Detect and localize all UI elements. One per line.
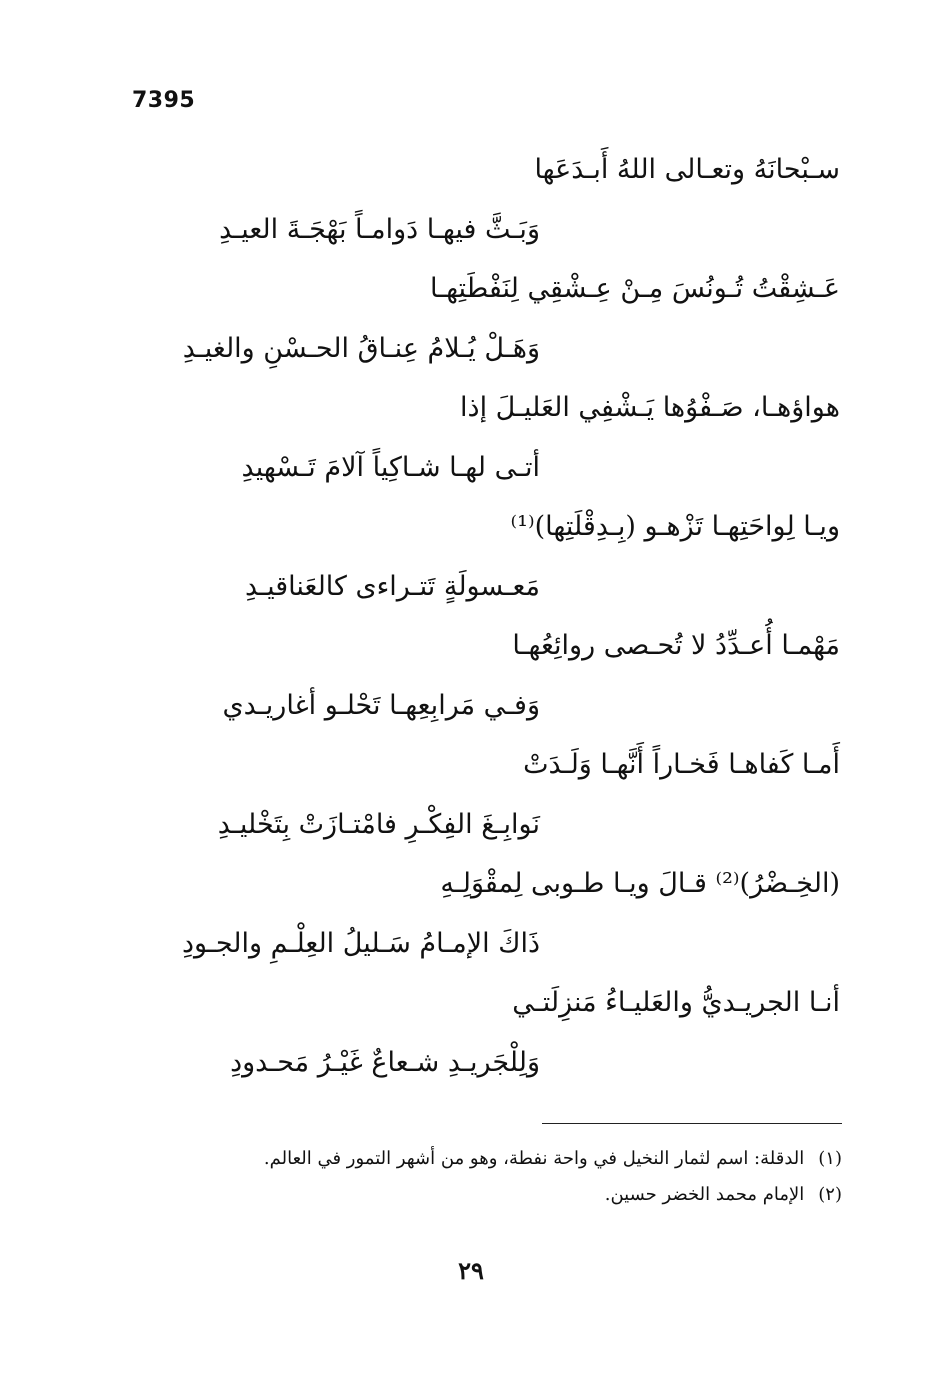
footnote-2 — [150, 1178, 842, 1214]
verse-1-first-hemistich: سـبْحانَهُ وتعـالى اللهُ أَبـدَعَها — [534, 154, 840, 185]
verse-3-first-hemistich: هواؤهـا، صَـفْوُها يَـشْفِي العَليـلَ إذا — [460, 392, 840, 423]
footnote-divider — [542, 1123, 842, 1124]
footnotes — [150, 1142, 842, 1214]
verse-2-first-hemistich: عَـشِقْتُ تُـونُسَ مِـنْ عِـشْقِي لِنَفْطَتِهـا — [429, 273, 840, 304]
verse-5-first-hemistich: مَهْمـا أُعـدِّدُ لا تُحـصى روائِعُهـا — [512, 630, 840, 661]
verse-7-first-hemistich: (الخِـضْرُ)⁽²⁾ قـالَ ويـا طـوبى لِمقْوَلِـهِ — [440, 868, 840, 899]
verse-3-second-hemistich: أتـى لهـا شـاكِياً آلامَ تَـسْهيدِ — [241, 451, 540, 483]
footnote-1-text: الدقلة: اسم لثمار النخيل في واحة نفطة، وهو من أشهر التمور في العالم. — [263, 1148, 805, 1169]
verse-6-first-hemistich: أَمـا كَفاهـا فَخـاراً أَنَّهـا وَلَـدَتْ — [523, 749, 840, 780]
footnote-2-text: الإمام محمد الخضر حسين. — [604, 1184, 805, 1205]
poem-body — [130, 140, 842, 1092]
verse-7-second-hemistich: ذَاكَ الإمـامُ سَـليلُ العِلْـمِ والجـودِ — [181, 927, 540, 959]
footnote-2-mark: (٢) — [818, 1184, 842, 1205]
verse-8-second-hemistich: وَلِلْجَريـدِ شـعاعٌ غَيْـرُ مَحـدودِ — [230, 1046, 540, 1078]
page-number: ٢٩ — [458, 1256, 484, 1285]
verse-1-second-hemistich: وَبَـثَّ فيهـا دَوامـاً بَهْجَـةَ العيـدِ — [219, 213, 540, 245]
verse-4-second-hemistich: مَعـسولَةٍ تَتـراءى كالعَناقيـدِ — [245, 570, 540, 602]
document-reference-number: 7395 — [132, 88, 196, 113]
footnote-1 — [150, 1142, 842, 1178]
verse-4-first-hemistich: ويـا لِواحَتِهـا تَزْهـو (بِـدِقْلَتِها)⁽¹⁾ — [510, 511, 840, 542]
verse-6-second-hemistich: نَوابِـغَ الفِكْـرِ فامْتـازَتْ بِتَخْليـدِ — [217, 808, 540, 840]
verse-2-second-hemistich: وَهَـلْ يُـلامُ عِنـاقُ الحـسْنِ والغيـدِ — [182, 332, 540, 364]
verse-8-first-hemistich: أنـا الجريـديُّ والعَليـاءُ مَنزِلَتـي — [512, 987, 840, 1018]
footnote-1-mark: (١) — [818, 1148, 842, 1169]
verse-5-second-hemistich: وَفـي مَرابِعِهـا تَحْلـو أغاريـدي — [222, 689, 540, 721]
